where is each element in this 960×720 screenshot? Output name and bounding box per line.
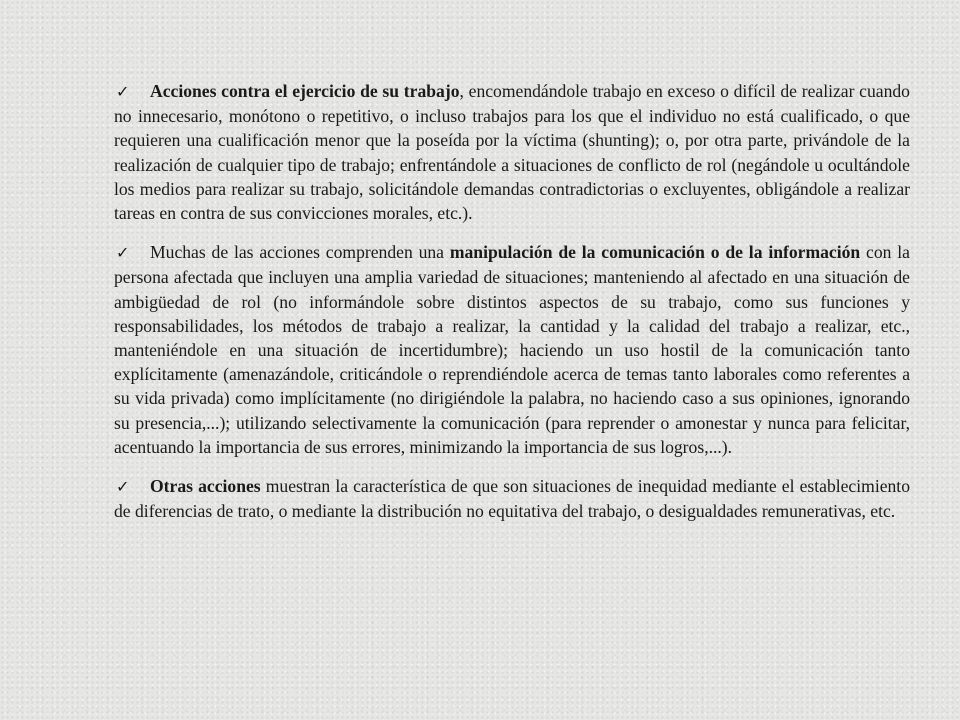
- check-icon: ✓: [116, 477, 130, 497]
- bullet-text: muestran la característica de que son situaciones de inequidad mediante el establecimiento de diferencias de trato, o mediante la distribución no equitativa del trabajo, o desigualdades remunerativas, etc.: [114, 476, 910, 522]
- bullet-list: [114, 79, 910, 538]
- check-icon: ✓: [116, 82, 130, 101]
- bullet-bold-text: manipulación de la comunicación o de la información: [449, 242, 861, 263]
- bullet-text: , encomendándole trabajo en exceso o difícil de realizar cuando no innecesario, monótono o repetitivo, o incluso trabajos para los que el individuo no está cualificado, o que requieren una cualificación menor que la poseída por la víctima (shunting); o, por otra parte, privándole de la realización de cualquier tipo de trabajo; enfrentándole a situaciones de conflicto de rol (negándole u ocultándole los medios para realizar su trabajo, solicitándole demandas contradictorias o excluyentes, obligándole a realizar tareas en contra de sus convicciones morales, etc.).: [114, 81, 910, 224]
- bullet-bold-text: Acciones contra el ejercicio de su trabajo: [150, 81, 460, 101]
- bullet-other-actions: [114, 474, 910, 523]
- bullet-work-actions: [114, 79, 910, 225]
- bullet-text: con la persona afectada que incluyen una amplia variedad de situaciones; manteniendo al afectado en una situación de ambigüedad de rol (no informándole sobre distintos aspectos de su trabajo, como sus funciones y responsabilidades, los métodos de trabajo a realizar, la cantidad y la calidad del trabajo a realizar, etc., manteniéndole en una situación de incertidumbre); haciendo un uso hostil de la comunicación tanto explícitamente (amenazándole, criticándole o reprendiéndole acerca de temas tanto laborales como referentes a su vida privada) como implícitamente (no dirigiéndole la palabra, no haciendo caso a sus opiniones, ignorando su presencia,...); utilizando selectivamente la comunicación (para reprender o amonestar y nunca para felicitar, acentuando la importancia de sus errores, minimizando la importancia de sus logros,...).: [114, 242, 910, 457]
- bullet-communication-actions: [114, 240, 910, 459]
- bullet-pre-text: Muchas de las acciones comprenden una: [150, 242, 450, 263]
- bullet-bold-text: Otras acciones: [150, 476, 261, 497]
- check-icon: ✓: [116, 243, 130, 263]
